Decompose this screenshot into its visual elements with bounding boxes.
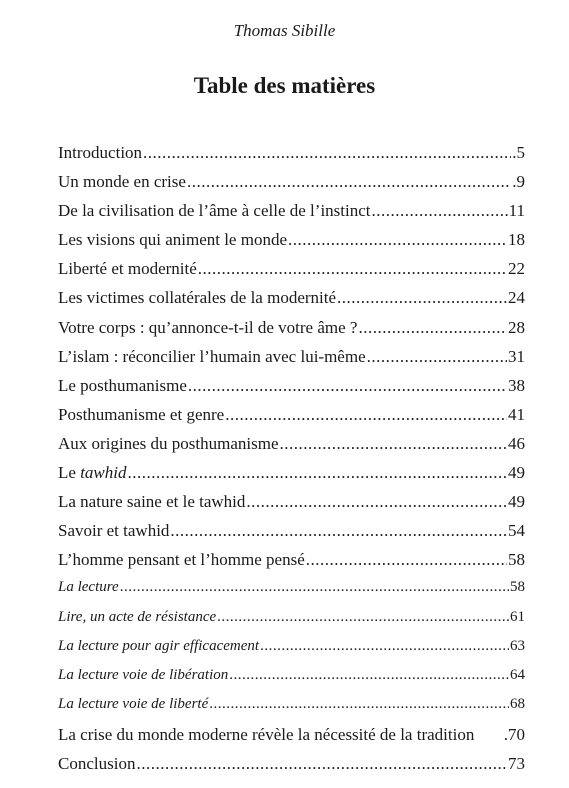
toc-dot-leader: [372, 201, 508, 221]
toc-page-number: [508, 230, 525, 250]
toc-entry-label-text: Posthumanisme et genre: [58, 404, 225, 424]
toc-entry: [58, 667, 525, 696]
toc-entry-label-text: Lire, un acte de résistance: [58, 608, 217, 625]
toc-entry-label-text: De la civilisation de l’âme à celle de l’instinct: [58, 201, 371, 221]
toc-entry: [58, 579, 525, 608]
toc-entry-label-italic: tawhid: [80, 463, 127, 483]
toc-page-number: [508, 376, 525, 396]
toc-entry-label-text: Votre corps : qu’annonce-t-il de votre âme ?: [58, 317, 358, 337]
toc-entry-label: [58, 667, 228, 684]
toc-page-prefix: .: [512, 172, 517, 192]
toc-page-number-value: 54: [508, 521, 525, 541]
toc-dot-leader: [209, 696, 509, 713]
toc-entry-label-text: L’islam : réconcilier l’humain avec lui-même: [58, 346, 366, 366]
toc-page-number: [510, 579, 525, 596]
toc-dot-leader: [127, 463, 507, 483]
toc-page-number-value: 58: [510, 579, 525, 596]
toc-page-number: [510, 638, 525, 655]
toc-page-number-value: 18: [508, 230, 525, 250]
toc-entry: [58, 609, 525, 638]
toc-entry-label-text: Un monde en crise: [58, 172, 186, 192]
toc-page-number-value: 24: [508, 288, 525, 308]
toc-entry-label: [58, 201, 371, 221]
toc-page-number-value: 9: [516, 172, 525, 192]
toc-page-number: [512, 143, 525, 163]
toc-page-number-value: 61: [510, 608, 525, 625]
toc-entry: [58, 725, 525, 754]
toc-entry-label: [58, 609, 216, 626]
toc-dot-leader: [246, 492, 507, 512]
toc-dot-leader: [217, 609, 509, 626]
toc-entry-label: [58, 376, 187, 396]
toc-dot-leader: [136, 754, 507, 774]
page-title: Table des matières: [193, 73, 376, 98]
toc-page-number-value: 58: [508, 550, 525, 570]
toc-entry: [58, 434, 525, 463]
toc-page-number-value: 31: [508, 346, 525, 366]
toc-page-number: [512, 172, 525, 192]
toc-page-prefix: .: [503, 724, 508, 744]
toc-page-number-value: 73: [508, 753, 525, 773]
toc-entry-label: [58, 318, 357, 338]
toc-page-number: [508, 550, 525, 570]
toc-entry: [58, 318, 525, 347]
toc-dot-leader: [280, 434, 507, 454]
toc-page-number: [508, 492, 525, 512]
toc-entry: [58, 230, 525, 259]
toc-page-number-value: 41: [508, 404, 525, 424]
toc-entry: [58, 172, 525, 201]
toc-entry-label-text: Introduction: [58, 143, 143, 162]
toc-entry: [58, 376, 525, 405]
toc-page-number-value: 5: [516, 143, 525, 162]
toc-entry: [58, 347, 525, 376]
toc-entry-label: [58, 230, 287, 250]
toc-dot-leader: [198, 259, 507, 279]
toc-entry-label: [58, 754, 135, 774]
toc-page-number: [510, 696, 525, 713]
toc-entry-label-text: La crise du monde moderne révèle la nécessité de la tradition: [58, 724, 475, 744]
toc-entry-label: [58, 347, 366, 367]
toc-page-number: [508, 434, 525, 454]
toc-entry-label-text: La nature saine et le tawhid: [58, 492, 246, 512]
toc-page-number-value: 70: [508, 724, 525, 744]
toc-page-number: [508, 463, 525, 483]
toc-entry-label: [58, 434, 279, 454]
toc-entry-label-text: Aux origines du posthumanisme: [58, 433, 279, 453]
toc-page-number: [510, 609, 525, 626]
toc-dot-leader: [187, 172, 511, 192]
toc-page-number: [508, 259, 525, 279]
toc-entry-label-text: Savoir et tawhid: [58, 521, 170, 541]
toc-entry-label: [58, 579, 119, 596]
toc-entry: [58, 521, 525, 550]
toc-page-number-value: 46: [508, 433, 525, 453]
toc-entry-label-text: La lecture pour agir efficacement: [58, 637, 260, 654]
toc-entry-label-text: La lecture voie de libération: [58, 666, 229, 683]
table-of-contents: [58, 143, 525, 783]
toc-entry-label-text: L’homme pensant et l’homme pensé: [58, 550, 305, 570]
toc-entry-label-text: La lecture voie de liberté: [58, 695, 209, 712]
toc-entry-label-text: Les visions qui animent le monde: [58, 230, 287, 250]
toc-page-number-value: 49: [508, 492, 525, 512]
toc-entry: [58, 696, 525, 725]
toc-entry-label: [58, 463, 126, 483]
toc-entry-label-text: Les victimes collatérales de la modernité: [58, 288, 337, 308]
toc-dot-leader: [306, 550, 507, 570]
toc-entry: [58, 405, 525, 434]
toc-dot-leader: [143, 143, 511, 163]
toc-entry: [58, 638, 525, 667]
toc-dot-leader: [225, 405, 507, 425]
toc-entry-label: [58, 405, 224, 425]
toc-dot-leader: [170, 521, 507, 541]
toc-entry-label: [58, 521, 169, 541]
toc-page-number: [508, 405, 525, 425]
toc-dot-leader: [288, 230, 507, 250]
toc-entry-label: [58, 725, 474, 745]
toc-entry-label: [58, 550, 305, 570]
toc-dot-leader: [260, 638, 509, 655]
toc-entry: [58, 201, 525, 230]
toc-page-number: [508, 347, 525, 367]
toc-page-number-value: 64: [510, 666, 525, 683]
toc-page-number: [504, 725, 525, 745]
toc-dot-leader: [229, 667, 509, 684]
toc-dot-leader: [367, 347, 507, 367]
toc-page-number-value: 63: [510, 637, 525, 654]
toc-page-number-value: 22: [508, 259, 525, 279]
toc-page-number: [508, 521, 525, 541]
toc-entry-label: [58, 288, 336, 308]
running-header-author: Thomas Sibille: [233, 21, 336, 40]
toc-entry-label-text: Conclusion: [58, 753, 136, 773]
toc-entry-label: [58, 259, 197, 279]
toc-entry: [58, 463, 525, 492]
toc-dot-leader: [358, 318, 507, 338]
toc-page-number: [508, 288, 525, 308]
toc-entry-label: [58, 638, 259, 655]
toc-page-number-value: 49: [508, 463, 525, 483]
toc-page-number-value: 38: [508, 375, 525, 395]
toc-entry-label: [58, 172, 186, 192]
toc-dot-leader: [188, 376, 507, 396]
toc-entry: [58, 550, 525, 579]
toc-entry: [58, 754, 525, 783]
toc-page-number: [509, 201, 525, 221]
toc-dot-leader: [337, 288, 507, 308]
toc-page-number: [510, 667, 525, 684]
toc-entry-label: [58, 492, 245, 512]
toc-entry-label: [58, 696, 208, 713]
toc-entry: [58, 288, 525, 317]
toc-entry-label-text: Liberté et modernité: [58, 259, 197, 279]
toc-page-number: [508, 754, 525, 774]
toc-page-prefix: .: [512, 143, 517, 162]
toc-entry-label-text: La lecture: [58, 579, 119, 596]
toc-page-number: [508, 318, 525, 338]
toc-entry: [58, 492, 525, 521]
toc-page-number-value: 28: [508, 317, 525, 337]
toc-page-number-value: 68: [510, 695, 525, 712]
toc-page-number-value: 11: [508, 201, 525, 221]
toc-entry-label-text: Le posthumanisme: [58, 375, 187, 395]
toc-dot-leader: [120, 579, 509, 596]
toc-entry: [58, 259, 525, 288]
toc-entry: [58, 143, 525, 172]
toc-entry-label: [58, 143, 142, 163]
toc-entry-label-text: Le: [58, 463, 81, 483]
